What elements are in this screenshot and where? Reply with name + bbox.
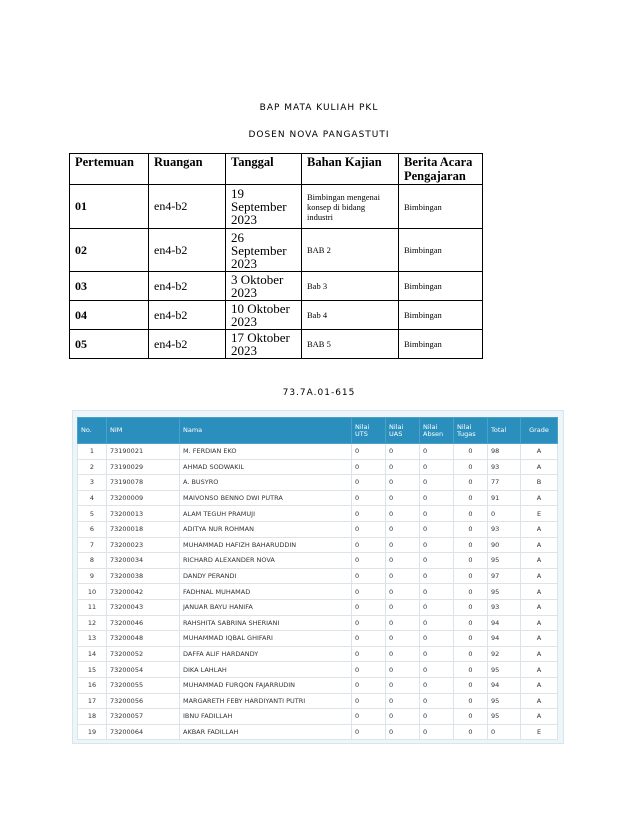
tugas-cell: 0 — [454, 506, 488, 522]
uas-cell: 0 — [386, 677, 420, 693]
tugas-cell: 0 — [454, 631, 488, 647]
total-cell: 93 — [488, 459, 521, 475]
grade-row — [78, 475, 558, 491]
uts-cell: 0 — [352, 646, 386, 662]
no-cell: 17 — [78, 693, 107, 709]
berita-cell: Bimbingan — [399, 185, 483, 229]
grade-cell: A — [521, 568, 558, 584]
uts-cell: 0 — [352, 631, 386, 647]
nama-cell: RICHARD ALEXANDER NOVA — [180, 553, 352, 569]
nim-cell: 73200009 — [107, 490, 180, 506]
tanggal-cell: 26 September 2023 — [226, 229, 302, 272]
bahan-cell: BAB 5 — [302, 330, 399, 359]
uas-cell: 0 — [386, 646, 420, 662]
tugas-cell: 0 — [454, 646, 488, 662]
tugas-cell: 0 — [454, 521, 488, 537]
uts-cell: 0 — [352, 677, 386, 693]
grade-row — [78, 444, 558, 460]
uas-cell: 0 — [386, 631, 420, 647]
nama-cell: AHMAD SODWAKIL — [180, 459, 352, 475]
no-cell: 8 — [78, 553, 107, 569]
grade-row — [78, 506, 558, 522]
absen-cell: 0 — [420, 631, 454, 647]
tugas-cell: 0 — [454, 724, 488, 740]
nama-cell: MAIVONSO BENNO DWI PUTRA — [180, 490, 352, 506]
grade-cell: A — [521, 662, 558, 678]
absen-cell: 0 — [420, 693, 454, 709]
grade-row — [78, 490, 558, 506]
grades-body — [78, 444, 558, 740]
nim-cell: 73200038 — [107, 568, 180, 584]
tugas-cell: 0 — [454, 615, 488, 631]
no-cell: 10 — [78, 584, 107, 600]
grade-cell: A — [521, 646, 558, 662]
total-cell: 95 — [488, 693, 521, 709]
berita-cell: Bimbingan — [399, 301, 483, 330]
uts-cell: 0 — [352, 459, 386, 475]
bap-row — [70, 272, 483, 301]
header-ruangan: Ruangan — [149, 154, 226, 185]
class-code: 73.7A.01-615 — [282, 388, 356, 398]
absen-cell: 0 — [420, 568, 454, 584]
ruangan-cell: en4-b2 — [149, 301, 226, 330]
tugas-cell: 0 — [454, 599, 488, 615]
tugas-cell: 0 — [454, 584, 488, 600]
uas-cell: 0 — [386, 693, 420, 709]
absen-cell: 0 — [420, 475, 454, 491]
total-cell: 94 — [488, 677, 521, 693]
grade-row — [78, 553, 558, 569]
tanggal-cell: 19 September 2023 — [226, 185, 302, 229]
grade-cell: A — [521, 693, 558, 709]
berita-cell: Bimbingan — [399, 272, 483, 301]
tugas-cell: 0 — [454, 475, 488, 491]
no-cell: 11 — [78, 599, 107, 615]
no-cell: 16 — [78, 677, 107, 693]
nim-cell: 73200055 — [107, 677, 180, 693]
nim-cell: 73190078 — [107, 475, 180, 491]
uas-cell: 0 — [386, 475, 420, 491]
nim-cell: 73200034 — [107, 553, 180, 569]
nama-cell: MUHAMMAD HAFIZH BAHARUDDIN — [180, 537, 352, 553]
grade-row — [78, 568, 558, 584]
ruangan-cell: en4-b2 — [149, 229, 226, 272]
nama-cell: MUHAMMAD IQBAL GHIFARI — [180, 631, 352, 647]
no-cell: 5 — [78, 506, 107, 522]
nim-cell: 73200042 — [107, 584, 180, 600]
uas-cell: 0 — [386, 584, 420, 600]
no-cell: 18 — [78, 709, 107, 725]
absen-cell: 0 — [420, 599, 454, 615]
no-cell: 13 — [78, 631, 107, 647]
bahan-cell: Bimbingan mengenai konsep di bidang industri — [302, 185, 399, 229]
header-bahan-kajian: Bahan Kajian — [302, 154, 399, 185]
grades-table — [77, 417, 558, 740]
total-cell: 93 — [488, 521, 521, 537]
grade-cell: A — [521, 709, 558, 725]
tugas-cell: 0 — [454, 459, 488, 475]
uas-cell: 0 — [386, 568, 420, 584]
nama-cell: M. FERDIAN EKO — [180, 444, 352, 460]
uts-cell: 0 — [352, 521, 386, 537]
uts-cell: 0 — [352, 490, 386, 506]
nama-cell: MUHAMMAD FURQON FAJARRUDIN — [180, 677, 352, 693]
no-cell: 19 — [78, 724, 107, 740]
berita-cell: Bimbingan — [399, 330, 483, 359]
absen-cell: 0 — [420, 615, 454, 631]
tugas-cell: 0 — [454, 693, 488, 709]
header-pertemuan: Pertemuan — [70, 154, 149, 185]
grade-row — [78, 537, 558, 553]
grade-row — [78, 724, 558, 740]
lecturer-name: DOSEN NOVA PANGASTUTI — [248, 130, 390, 140]
grade-cell: E — [521, 724, 558, 740]
nim-cell: 73200018 — [107, 521, 180, 537]
total-cell: 92 — [488, 646, 521, 662]
tugas-cell: 0 — [454, 677, 488, 693]
nama-cell: ALAM TEGUH PRAMUJI — [180, 506, 352, 522]
nim-cell: 73200054 — [107, 662, 180, 678]
grade-row — [78, 615, 558, 631]
total-cell: 98 — [488, 444, 521, 460]
header-tanggal: Tanggal — [226, 154, 302, 185]
uas-cell: 0 — [386, 662, 420, 678]
uts-cell: 0 — [352, 444, 386, 460]
total-cell: 95 — [488, 553, 521, 569]
tugas-cell: 0 — [454, 444, 488, 460]
grades-header-row — [78, 418, 558, 444]
grade-row — [78, 677, 558, 693]
absen-cell: 0 — [420, 444, 454, 460]
uas-cell: 0 — [386, 521, 420, 537]
header-uts: Nilai UTS — [352, 418, 386, 444]
grade-cell: E — [521, 506, 558, 522]
pertemuan-cell: 02 — [70, 229, 149, 272]
ruangan-cell: en4-b2 — [149, 330, 226, 359]
grades-screenshot — [72, 410, 564, 744]
grade-cell: A — [521, 584, 558, 600]
absen-cell: 0 — [420, 677, 454, 693]
uas-cell: 0 — [386, 490, 420, 506]
absen-cell: 0 — [420, 521, 454, 537]
uts-cell: 0 — [352, 568, 386, 584]
ruangan-cell: en4-b2 — [149, 272, 226, 301]
no-cell: 2 — [78, 459, 107, 475]
header-nama: Nama — [180, 418, 352, 444]
absen-cell: 0 — [420, 724, 454, 740]
berita-cell: Bimbingan — [399, 229, 483, 272]
absen-cell: 0 — [420, 490, 454, 506]
total-cell: 0 — [488, 506, 521, 522]
tanggal-cell: 17 Oktober 2023 — [226, 330, 302, 359]
grade-row — [78, 662, 558, 678]
nama-cell: DANDY PERANDI — [180, 568, 352, 584]
no-cell: 15 — [78, 662, 107, 678]
uas-cell: 0 — [386, 724, 420, 740]
no-cell: 6 — [78, 521, 107, 537]
total-cell: 77 — [488, 475, 521, 491]
uas-cell: 0 — [386, 537, 420, 553]
pertemuan-cell: 04 — [70, 301, 149, 330]
bap-header-row — [70, 154, 483, 185]
absen-cell: 0 — [420, 709, 454, 725]
uts-cell: 0 — [352, 599, 386, 615]
uas-cell: 0 — [386, 459, 420, 475]
pertemuan-cell: 05 — [70, 330, 149, 359]
absen-cell: 0 — [420, 662, 454, 678]
nim-cell: 73200064 — [107, 724, 180, 740]
absen-cell: 0 — [420, 537, 454, 553]
total-cell: 97 — [488, 568, 521, 584]
pertemuan-cell: 01 — [70, 185, 149, 229]
bap-row — [70, 185, 483, 229]
nama-cell: A. BUSYRO — [180, 475, 352, 491]
grade-row — [78, 599, 558, 615]
nim-cell: 73200052 — [107, 646, 180, 662]
nim-cell: 73200057 — [107, 709, 180, 725]
tugas-cell: 0 — [454, 553, 488, 569]
no-cell: 9 — [78, 568, 107, 584]
grade-row — [78, 521, 558, 537]
uas-cell: 0 — [386, 709, 420, 725]
uas-cell: 0 — [386, 444, 420, 460]
grade-cell: A — [521, 537, 558, 553]
ruangan-cell: en4-b2 — [149, 185, 226, 229]
uts-cell: 0 — [352, 584, 386, 600]
bahan-cell: BAB 2 — [302, 229, 399, 272]
uts-cell: 0 — [352, 615, 386, 631]
grade-cell: A — [521, 444, 558, 460]
total-cell: 95 — [488, 584, 521, 600]
nama-cell: AKBAR FADILLAH — [180, 724, 352, 740]
header-grade: Grade — [521, 418, 558, 444]
tugas-cell: 0 — [454, 662, 488, 678]
nim-cell: 73190029 — [107, 459, 180, 475]
header-uas: Nilai UAS — [386, 418, 420, 444]
tugas-cell: 0 — [454, 709, 488, 725]
uts-cell: 0 — [352, 662, 386, 678]
grade-row — [78, 584, 558, 600]
nim-cell: 73200043 — [107, 599, 180, 615]
header-berita-acara: Berita Acara Pengajaran — [399, 154, 483, 185]
absen-cell: 0 — [420, 646, 454, 662]
nama-cell: IBNU FADILLAH — [180, 709, 352, 725]
bap-row — [70, 301, 483, 330]
grade-cell: A — [521, 615, 558, 631]
bap-table — [69, 153, 483, 359]
uts-cell: 0 — [352, 693, 386, 709]
uas-cell: 0 — [386, 553, 420, 569]
header-nim: NIM — [107, 418, 180, 444]
grade-row — [78, 709, 558, 725]
nim-cell: 73200048 — [107, 631, 180, 647]
bahan-cell: Bab 3 — [302, 272, 399, 301]
uas-cell: 0 — [386, 615, 420, 631]
tugas-cell: 0 — [454, 537, 488, 553]
total-cell: 91 — [488, 490, 521, 506]
bap-row — [70, 330, 483, 359]
header-total: Total — [488, 418, 521, 444]
nama-cell: DAFFA ALIF HARDANDY — [180, 646, 352, 662]
grade-row — [78, 646, 558, 662]
tanggal-cell: 3 Oktober 2023 — [226, 272, 302, 301]
absen-cell: 0 — [420, 553, 454, 569]
no-cell: 12 — [78, 615, 107, 631]
grade-row — [78, 693, 558, 709]
absen-cell: 0 — [420, 506, 454, 522]
header-tugas: Nilai Tugas — [454, 418, 488, 444]
tanggal-cell: 10 Oktober 2023 — [226, 301, 302, 330]
nim-cell: 73200046 — [107, 615, 180, 631]
pertemuan-cell: 03 — [70, 272, 149, 301]
uts-cell: 0 — [352, 724, 386, 740]
grade-cell: A — [521, 459, 558, 475]
grade-cell: A — [521, 631, 558, 647]
tugas-cell: 0 — [454, 490, 488, 506]
total-cell: 94 — [488, 631, 521, 647]
total-cell: 95 — [488, 662, 521, 678]
uts-cell: 0 — [352, 537, 386, 553]
grade-row — [78, 459, 558, 475]
grade-cell: A — [521, 599, 558, 615]
nama-cell: FADHNAL MUHAMAD — [180, 584, 352, 600]
total-cell: 0 — [488, 724, 521, 740]
uts-cell: 0 — [352, 475, 386, 491]
nim-cell: 73200023 — [107, 537, 180, 553]
total-cell: 95 — [488, 709, 521, 725]
uts-cell: 0 — [352, 553, 386, 569]
grade-row — [78, 631, 558, 647]
nama-cell: JANUAR BAYU HANIFA — [180, 599, 352, 615]
nama-cell: RAHSHITA SABRINA SHERIANI — [180, 615, 352, 631]
uas-cell: 0 — [386, 506, 420, 522]
grade-cell: A — [521, 677, 558, 693]
grade-cell: A — [521, 553, 558, 569]
document-title: BAP MATA KULIAH PKL — [259, 103, 379, 113]
tugas-cell: 0 — [454, 568, 488, 584]
no-cell: 4 — [78, 490, 107, 506]
nama-cell: MARGARETH FEBY HARDIYANTI PUTRI — [180, 693, 352, 709]
uts-cell: 0 — [352, 506, 386, 522]
nama-cell: DIKA LAHLAH — [180, 662, 352, 678]
header-absen: Nilai Absen — [420, 418, 454, 444]
bap-row — [70, 229, 483, 272]
total-cell: 94 — [488, 615, 521, 631]
no-cell: 3 — [78, 475, 107, 491]
nim-cell: 73190021 — [107, 444, 180, 460]
no-cell: 14 — [78, 646, 107, 662]
nim-cell: 73200056 — [107, 693, 180, 709]
absen-cell: 0 — [420, 459, 454, 475]
nama-cell: ADITYA NUR ROHMAN — [180, 521, 352, 537]
grade-cell: A — [521, 490, 558, 506]
absen-cell: 0 — [420, 584, 454, 600]
total-cell: 93 — [488, 599, 521, 615]
bahan-cell: Bab 4 — [302, 301, 399, 330]
no-cell: 7 — [78, 537, 107, 553]
no-cell: 1 — [78, 444, 107, 460]
nim-cell: 73200013 — [107, 506, 180, 522]
grade-cell: B — [521, 475, 558, 491]
uts-cell: 0 — [352, 709, 386, 725]
uas-cell: 0 — [386, 599, 420, 615]
header-no: No. — [78, 418, 107, 444]
total-cell: 90 — [488, 537, 521, 553]
grade-cell: A — [521, 521, 558, 537]
